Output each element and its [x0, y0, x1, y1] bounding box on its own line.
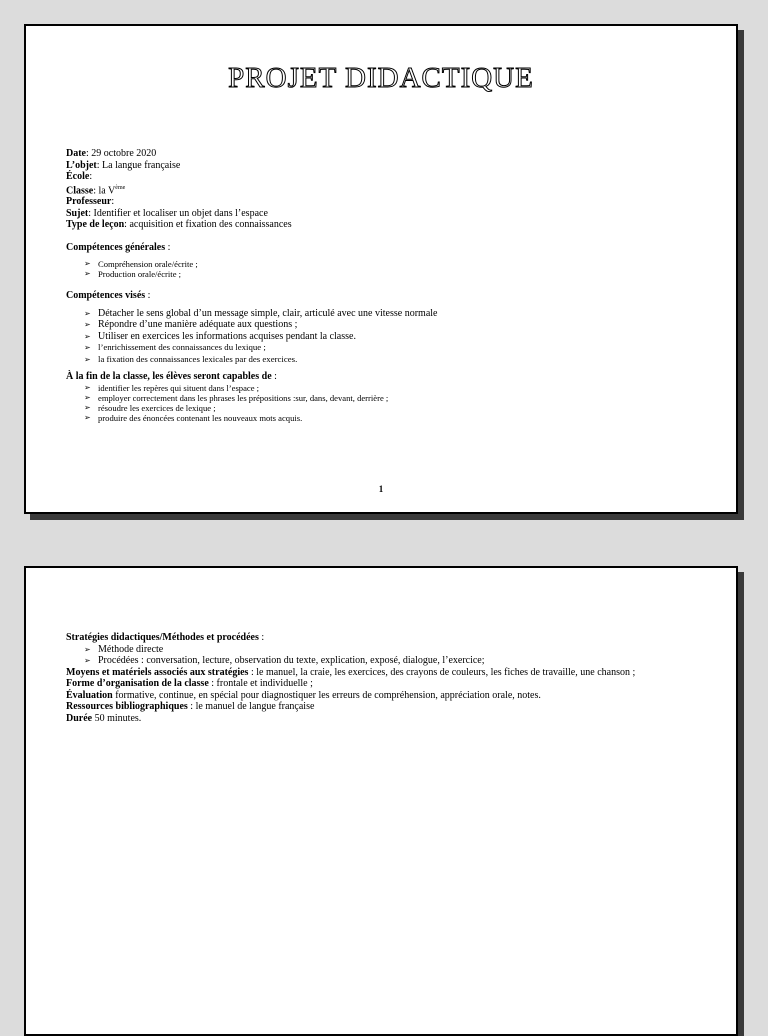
evaluation-line: Évaluation formative, continue, en spécial pour diagnostiquer les erreurs de compréhension, appréciation orale, notes. [66, 689, 541, 701]
document-page-1 [24, 24, 738, 514]
page-number: 1 [378, 484, 384, 494]
list-item: ➢ résoudre les exercices de lexique ; [84, 403, 726, 413]
list-item: ➢ Production orale/écrite ; [84, 269, 726, 279]
fin-classe-list [66, 383, 726, 423]
list-item: ➢ identifier les repères qui situent dans l’espace ; [84, 383, 726, 393]
competences-vises-list [66, 308, 726, 366]
page-title: PROJET DIDACTIQUE [228, 62, 534, 94]
section-heading: À la fin de la classe, les élèves seront capables de : [66, 371, 277, 383]
duree-line: Durée 50 minutes. [66, 712, 142, 724]
page-1-content [66, 148, 726, 423]
meta-ecole: École: [66, 171, 93, 182]
list-item: ➢ produire des énoncées contenant les nouveaux mots acquis. [84, 413, 726, 423]
strategies-list [66, 644, 726, 667]
forme-organisation-line: Forme d’organisation de la classe : frontale et individuelle ; [66, 678, 313, 689]
section-heading: Stratégies didactiques/Méthodes et procédées : [66, 632, 265, 643]
meta-type-lecon: Type de leçon: acquisition et fixation des connaissances [66, 219, 292, 231]
page-2-content [66, 632, 726, 724]
meta-professeur: Professeur: [66, 196, 115, 208]
section-heading: Compétences visés : [66, 290, 151, 302]
ressources-line: Ressources bibliographiques : le manuel de langue française [66, 701, 315, 712]
meta-sujet: Sujet: Identifier et localiser un objet dans l’espace [66, 207, 268, 219]
list-item: ➢ Procédées : conversation, lecture, observation du texte, explication, exposé, dialogue, l’exercice; [84, 655, 726, 667]
meta-classe: Classe: la Vème [66, 184, 126, 196]
list-item: ➢ la fixation des connaissances lexicales par des exercices. [84, 354, 726, 366]
meta-date: Date: 29 octobre 2020 [66, 148, 157, 159]
document-page-2 [24, 566, 738, 1036]
list-item: ➢ Répondre d’une manière adéquate aux questions ; [84, 319, 726, 331]
list-item: ➢ Détacher le sens global d’un message simple, clair, articulé avec une vitesse normale [84, 308, 726, 320]
list-item: ➢ Utiliser en exercices les informations acquises pendant la classe. [84, 331, 726, 343]
competences-generales-list [66, 259, 726, 279]
list-item: ➢ employer correctement dans les phrases les prépositions :sur, dans, devant, derrière ; [84, 393, 726, 403]
moyens-line: Moyens et matériels associés aux stratégies : le manuel, la craie, les exercices, des crayons de couleurs, les fiches de travaille, une chanson ; [66, 666, 636, 678]
section-heading: Compétences générales : [66, 241, 171, 253]
list-item: ➢ Compréhension orale/écrite ; [84, 259, 726, 269]
list-item: ➢ Méthode directe [84, 644, 726, 656]
list-item: ➢ l’enrichissement des connaissances du lexique ; [84, 342, 726, 354]
meta-objet: L’objet: La langue française [66, 159, 181, 171]
